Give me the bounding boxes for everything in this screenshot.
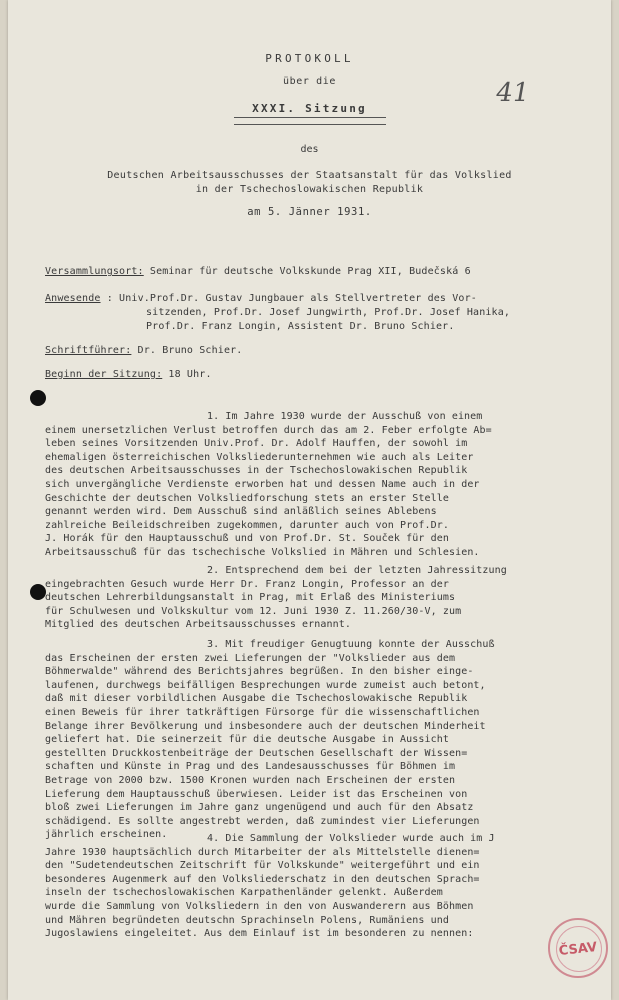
- paragraph-line: gestellten Druckkostenbeiträge der Deutschen Gesellschaft der Wissen=: [45, 747, 468, 759]
- paragraph-line: den "Sudetendeutschen Zeitschrift für Volkskunde" weitergeführt und ein: [45, 860, 480, 872]
- paragraph-line: geliefert hat. Die seinerzeit für die deutsche Ausgabe in Aussicht: [45, 734, 449, 746]
- paragraph-line: J. Horák für den Hauptausschuß und von Prof.Dr. St. Souček für den: [45, 533, 449, 545]
- stamp-label: ČSAV: [558, 940, 598, 959]
- paragraph-line: einen Beweis für ihrer tatkräftigen Fürsorge für die wissenschaftlichen: [45, 706, 480, 718]
- paragraph-line: genannt werden wird. Dem Ausschuß sind anläßlich seines Ablebens: [45, 506, 437, 518]
- paragraph-line: sich unvergängliche Verdienste erworben hat und dessen Name auch in der: [45, 478, 480, 490]
- punch-hole-icon: [30, 390, 46, 406]
- paragraph-line: 2. Entsprechend dem bei der letzten Jahressitzung: [207, 565, 507, 576]
- attendees-line-2: sitzenden, Prof.Dr. Josef Jungwirth, Prof.Dr. Josef Hanika,: [146, 307, 511, 318]
- paragraph-line: wurde die Sammlung von Volksliedern in den von Auswanderern aus Böhmen: [45, 900, 474, 912]
- handwritten-page-number: 41: [493, 78, 532, 108]
- paragraph-line: und Mähren begründeten deutschn Sprachinseln Polens, Rumäniens und: [45, 914, 449, 926]
- paragraph-4: [45, 832, 605, 941]
- paragraph-line: 3. Mit freudiger Genugtuung konnte der Ausschuß: [207, 639, 495, 650]
- paragraph-line: bloß zwei Lieferungen im Jahre ganz ungenügend und auch für den Absatz: [45, 802, 474, 814]
- paragraph-line: für Schulwesen und Volkskultur vom 12. Juni 1930 Z. 11.260/30-V, zum: [45, 605, 462, 617]
- paragraph-line: zahlreiche Beileidschreiben zugekommen, darunter auch von Prof.Dr.: [45, 519, 449, 531]
- organization-line-2: in der Tschechoslowakischen Republik: [195, 184, 424, 195]
- paragraph-3: [45, 638, 605, 842]
- paragraph-line: das Erscheinen der ersten zwei Lieferungen der "Volkslieder aus dem: [45, 652, 456, 664]
- protocol-title: PROTOKOLL: [265, 52, 354, 65]
- paragraph-line: leben seines Vorsitzenden Univ.Prof. Dr. Adolf Hauffen, der sowohl im: [45, 438, 468, 450]
- paragraph-1: [45, 410, 605, 560]
- meeting-place: [45, 266, 471, 277]
- protocol-subtitle: über die: [283, 76, 336, 87]
- session-start: [45, 369, 212, 380]
- attendees-line-1: [45, 293, 477, 304]
- paragraph-line: Mitglied des deutschen Arbeitsausschusses ernannt.: [45, 619, 352, 631]
- paragraph-line: Lieferung dem Hauptausschuß überwiesen. Leider ist das Erscheinen von: [45, 788, 468, 800]
- attendees-line-3: Prof.Dr. Franz Longin, Assistent Dr. Bruno Schier.: [146, 321, 455, 332]
- session-start-value: 18 Uhr.: [162, 369, 212, 380]
- paragraph-line: besonderes Augenmerk auf den Volksliederschatz in den deutschen Sprach=: [45, 873, 480, 885]
- secretary-value: Dr. Bruno Schier.: [131, 345, 243, 356]
- paragraph-line: schaften und Künste in Prag und des Landesausschusses für Böhmen im: [45, 761, 456, 773]
- session-number: XXXI. Sitzung: [252, 102, 367, 115]
- paragraph-line: inseln der tschechoslowakischen Karpathenländer gelenkt. Außerdem: [45, 887, 443, 899]
- paragraph-line: Betrage von 2000 bzw. 1500 Kronen wurden nach Erscheinen der ersten: [45, 774, 456, 786]
- paragraph-line: Jugoslawiens eingeleitet. Aus dem Einlauf ist im besonderen zu nennen:: [45, 928, 474, 940]
- archive-stamp-icon: [548, 918, 608, 978]
- paragraph-line: laufenen, durchwegs beifälligen Besprechungen wurde zumeist auch betont,: [45, 679, 486, 691]
- organization-line-1: Deutschen Arbeitsausschusses der Staatsanstalt für das Volkslied: [107, 170, 512, 181]
- session-double-underline: [234, 117, 386, 125]
- paragraph-line: Böhmerwalde" während des Berichtsjahres begrüßen. In den bisher einge-: [45, 666, 474, 678]
- meeting-place-value: Seminar für deutsche Volkskunde Prag XII, Budečská 6: [143, 266, 471, 277]
- paragraph-line: 1. Im Jahre 1930 wurde der Ausschuß von einem: [207, 411, 483, 422]
- paragraph-line: eingebrachten Gesuch wurde Herr Dr. Franz Longin, Professor an der: [45, 578, 449, 590]
- session-start-label: Beginn der Sitzung:: [45, 369, 163, 380]
- attendees-text-1: : Univ.Prof.Dr. Gustav Jungbauer als Stellvertreter des Vor-: [100, 293, 477, 304]
- paragraph-line: Belange ihrer Bevölkerung und insbesondere auch der deutschen Minderheit: [45, 720, 486, 732]
- meeting-date: am 5. Jänner 1931.: [247, 206, 372, 218]
- paragraph-2: [45, 564, 605, 632]
- paragraph-line: Arbeitsausschuß für das tschechische Volkslied in Mähren und Schlesien.: [45, 546, 480, 558]
- attendees-label: Anwesende: [45, 293, 101, 304]
- punch-hole-icon: [30, 584, 46, 600]
- secretary: [45, 345, 242, 356]
- secretary-label: Schriftführer:: [45, 345, 132, 356]
- paragraph-line: des deutschen Arbeitsausschusses in der Tschechoslowakischen Republik: [45, 465, 468, 477]
- paragraph-line: 4. Die Sammlung der Volkslieder wurde auch im J: [207, 833, 495, 844]
- paragraph-line: jährlich erscheinen.: [45, 829, 168, 841]
- paragraph-line: schädigend. Es sollte angestrebt werden, daß zumindest vier Lieferungen: [45, 815, 480, 827]
- paragraph-line: daß mit dieser vorbildlichen Ausgabe die Tschechoslowakische Republik: [45, 693, 468, 705]
- meeting-place-label: Versammlungsort:: [45, 266, 144, 277]
- paragraph-line: ehemaligen österreichischen Volksliederunternehmen wie auch als Leiter: [45, 451, 474, 463]
- document-page: [8, 0, 611, 1000]
- paragraph-line: Jahre 1930 hauptsächlich durch Mitarbeiter der als Mittelstelle dienen=: [45, 846, 480, 858]
- paragraph-line: Geschichte der deutschen Volksliedforschung stets an erster Stelle: [45, 492, 449, 504]
- paragraph-line: deutschen Lehrerbildungsanstalt in Prag, mit Erlaß des Ministeriums: [45, 592, 456, 604]
- paragraph-line: einem unersetzlichen Verlust betroffen durch das am 2. Feber erfolgte Ab=: [45, 424, 492, 436]
- connector-des: des: [300, 144, 319, 155]
